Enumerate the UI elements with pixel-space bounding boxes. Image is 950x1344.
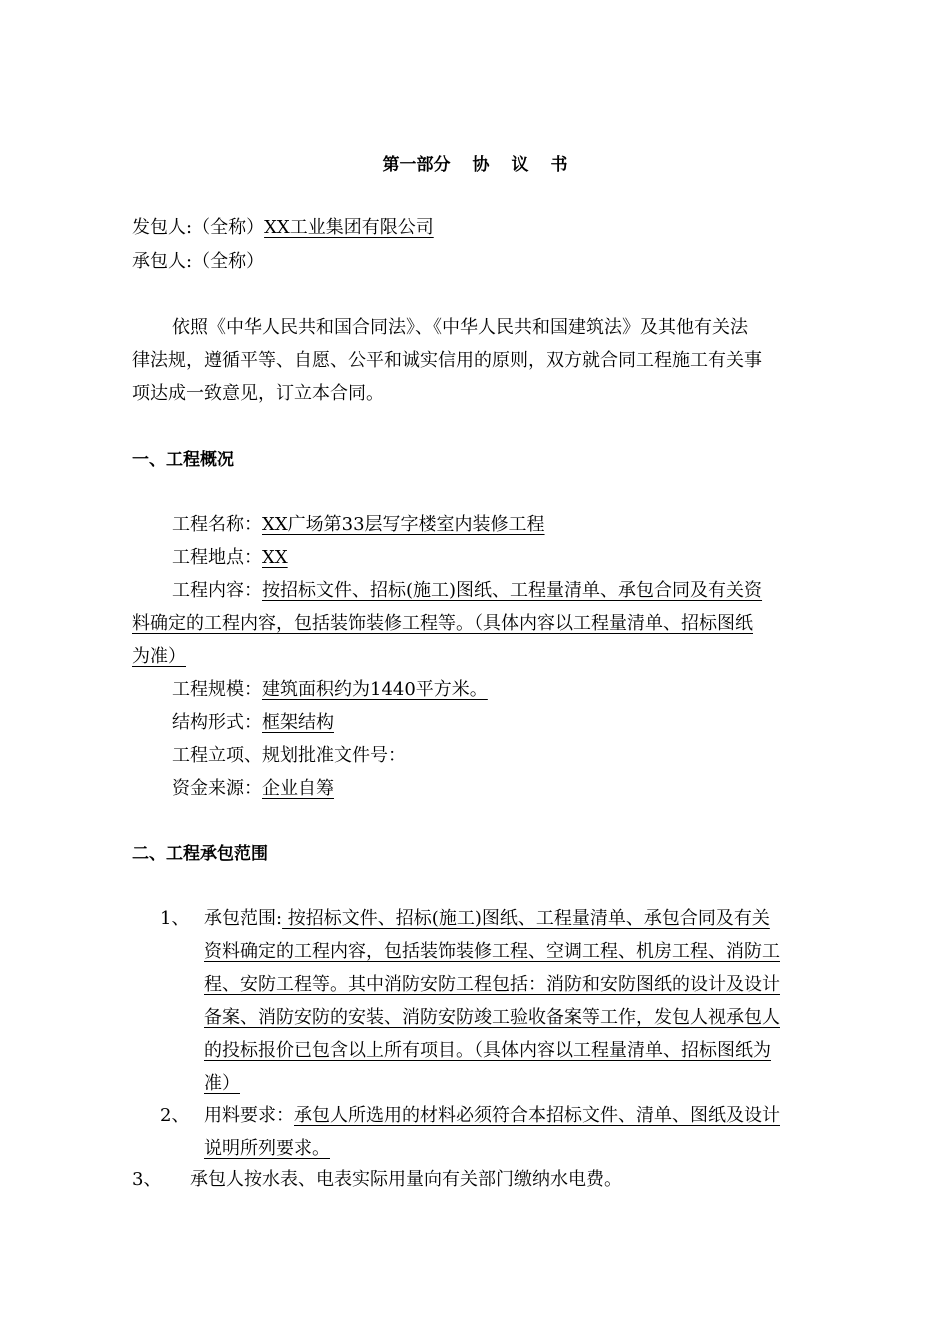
project-location-label: 工程地点： <box>172 547 262 568</box>
project-scale-line <box>172 678 488 702</box>
project-content-label: 工程内容： <box>172 580 262 601</box>
item3-text: 承包人按水表、电表实际用量向有关部门缴纳水电费。 <box>190 1169 622 1190</box>
employer-label: 发包人:（全称） <box>132 217 265 238</box>
project-content-line-1 <box>172 579 762 603</box>
item1-line-3 <box>204 973 780 997</box>
project-name-value: XX广场第33层写字楼室内装修工程 <box>262 514 545 535</box>
project-content-value-3: 为准） <box>132 646 186 667</box>
title-word-2: 议 <box>511 155 529 175</box>
preamble-line-1: 依照《中华人民共和国合同法》、《中华人民共和国建筑法》及其他有关法 <box>172 317 748 338</box>
employer-value: XX工业集团有限公司 <box>264 217 434 238</box>
approval-label: 工程立项、规划批准文件号： <box>172 745 406 766</box>
approval-line <box>172 744 406 768</box>
preamble-line-2: 律法规，遵循平等、自愿、公平和诚实信用的原则，双方就合同工程施工有关事 <box>132 350 762 371</box>
item2-text-2: 说明所列要求。 <box>204 1138 330 1159</box>
project-scale-label: 工程规模： <box>172 679 262 700</box>
title-word-1: 协 <box>472 155 490 175</box>
item1-text-2: 资料确定的工程内容，包括装饰装修工程、空调工程、机房工程、消防工 <box>204 941 780 962</box>
contractor-line <box>132 250 264 274</box>
preamble-line-3: 项达成一致意见，订立本合同。 <box>132 383 384 404</box>
structure-value: 框架结构 <box>262 712 334 733</box>
item1-line-1 <box>204 907 770 931</box>
structure-line <box>172 711 334 735</box>
project-content-line-2 <box>132 612 818 636</box>
funding-label: 资金来源： <box>172 778 262 799</box>
project-location-line <box>172 546 288 570</box>
item1-text-5: 的投标报价已包含以上所有项目。（具体内容以工程量清单、招标图纸为 <box>204 1040 771 1061</box>
item1-label: 承包范围: <box>204 908 283 929</box>
item2-line-2 <box>204 1137 330 1161</box>
item1-line-2 <box>204 940 780 964</box>
item2-text-1: 承包人所选用的材料必须符合本招标文件、清单、图纸及设计 <box>294 1105 780 1126</box>
item1-text-1: 按招标文件、招标(施工)图纸、工程量清单、承包合同及有关 <box>282 908 770 929</box>
item2-number: 2、 <box>160 1105 190 1126</box>
funding-line <box>172 777 334 801</box>
project-scale-value: 建筑面积约为1440平方米。 <box>262 679 488 700</box>
project-location-value: XX <box>262 547 288 568</box>
project-content-value-2: 料确定的工程内容，包括装饰装修工程等。（具体内容以工程量清单、招标图纸 <box>132 613 753 634</box>
item1-text-4: 备案、消防安防的安装、消防安防竣工验收备案等工作，发包人视承包人 <box>204 1007 780 1028</box>
funding-value: 企业自筹 <box>262 778 334 799</box>
contractor-label: 承包人:（全称） <box>132 251 265 272</box>
item1-line-6 <box>204 1072 240 1096</box>
page-title <box>0 150 950 175</box>
project-name-line <box>172 513 545 537</box>
project-content-line-3 <box>132 645 818 669</box>
project-name-label: 工程名称： <box>172 514 262 535</box>
project-content-value-1: 按招标文件、招标(施工)图纸、工程量清单、承包合同及有关资 <box>262 580 763 601</box>
title-part: 第一部分 <box>382 155 451 175</box>
section2-heading: 二、工程承包范围 <box>132 844 268 864</box>
item1-number: 1、 <box>160 908 190 929</box>
item3-number: 3、 <box>132 1169 162 1190</box>
structure-label: 结构形式： <box>172 712 262 733</box>
item1-text-6: 准） <box>204 1073 240 1094</box>
section1-heading: 一、工程概况 <box>132 450 234 470</box>
item2-line-1 <box>204 1104 780 1128</box>
item1-line-5 <box>204 1039 771 1063</box>
item1-text-3: 程、安防工程等。其中消防安防工程包括：消防和安防图纸的设计及设计 <box>204 974 780 995</box>
item1-line-4 <box>204 1006 780 1030</box>
item2-label: 用料要求： <box>204 1105 294 1126</box>
employer-line <box>132 216 464 240</box>
title-word-3: 书 <box>550 155 568 175</box>
